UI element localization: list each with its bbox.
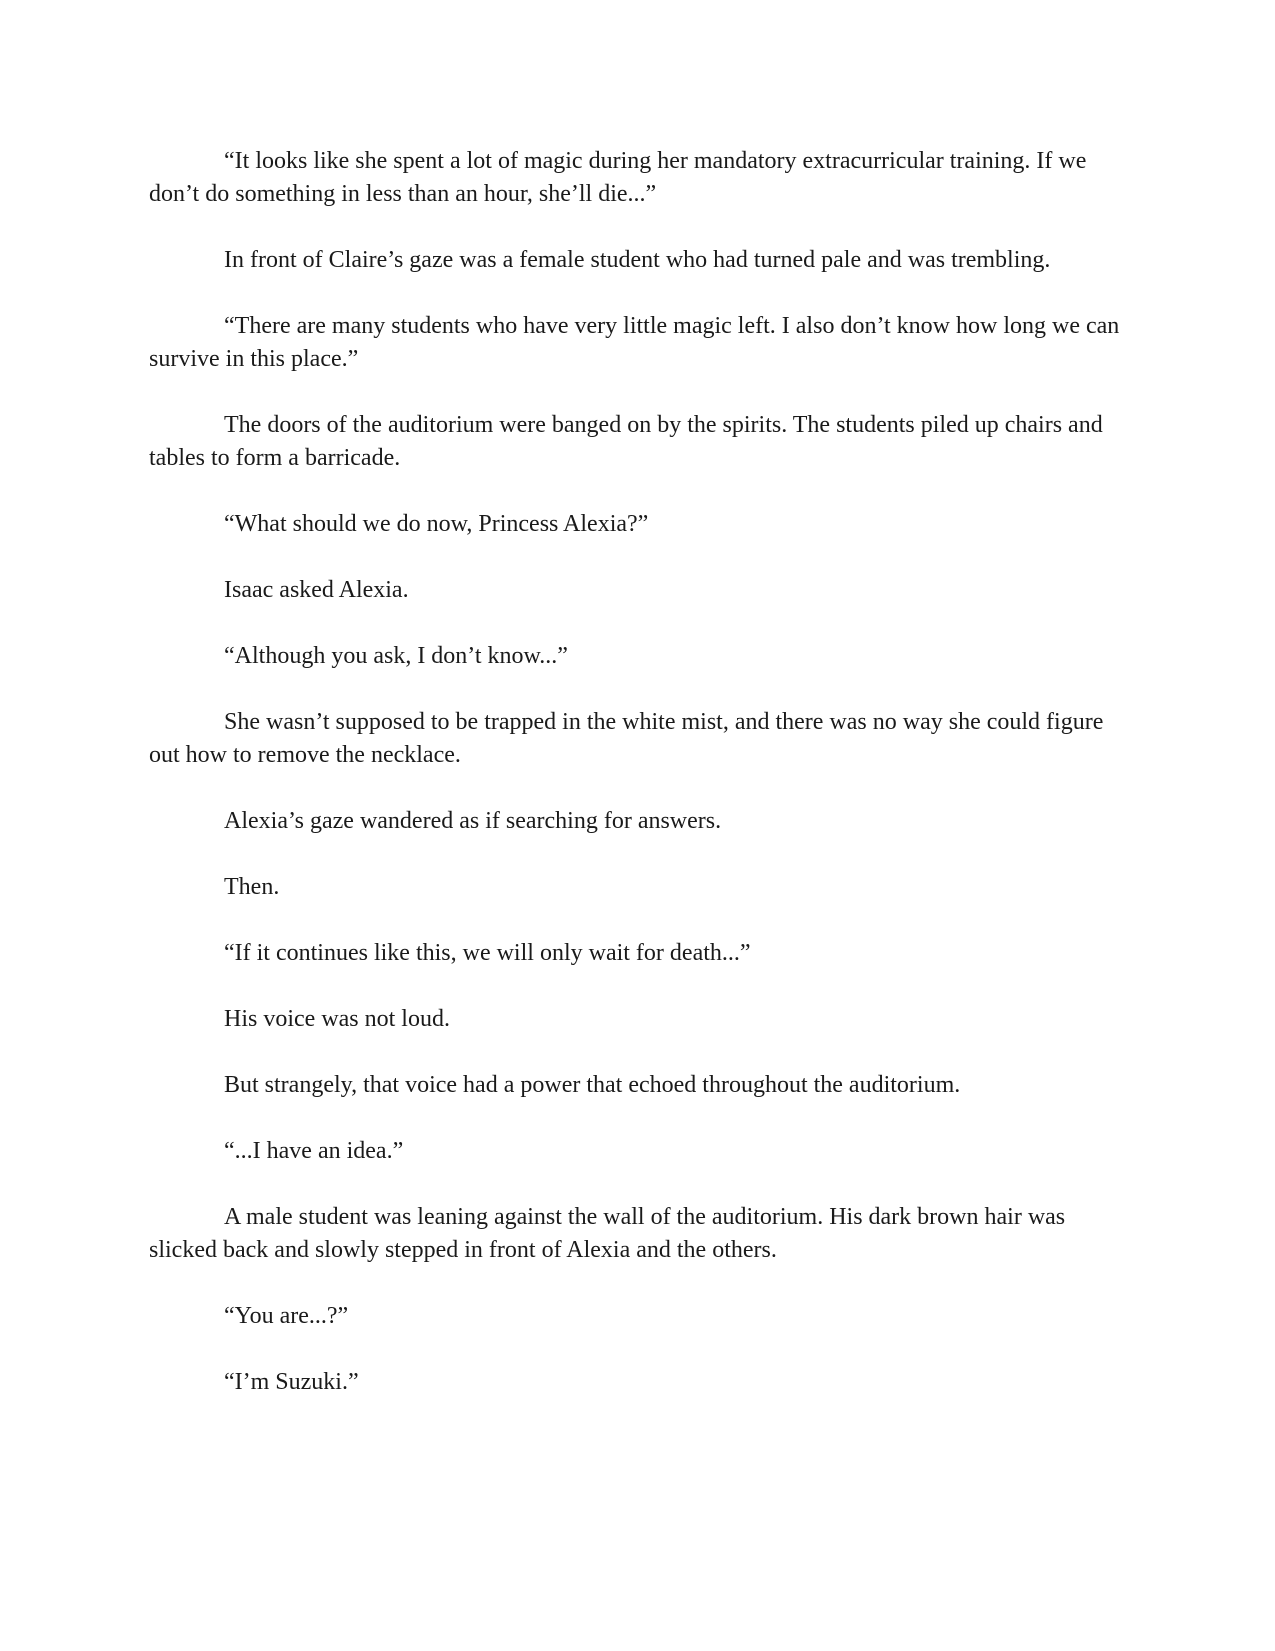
paragraph: “I’m Suzuki.” <box>224 1369 359 1395</box>
document-body <box>149 145 1129 1432</box>
paragraph: Isaac asked Alexia. <box>224 577 409 603</box>
paragraph: Then. <box>224 874 280 900</box>
paragraph: “There are many students who have very little magic left. I also don’t know how long we can survive in this place.” <box>149 313 1120 372</box>
paragraph: “You are...?” <box>224 1303 349 1329</box>
paragraph: A male student was leaning against the wall of the auditorium. His dark brown hair was slicked back and slowly stepped in front of Alexia and the others. <box>149 1204 1066 1263</box>
paragraph: Alexia’s gaze wandered as if searching for answers. <box>224 808 722 834</box>
paragraph: The doors of the auditorium were banged on by the spirits. The students piled up chairs and tables to form a barricade. <box>149 412 1103 471</box>
paragraph: “If it continues like this, we will only wait for death...” <box>224 940 751 966</box>
paragraph: His voice was not loud. <box>224 1006 450 1032</box>
paragraph: “Although you ask, I don’t know...” <box>224 643 568 669</box>
paragraph: “What should we do now, Princess Alexia?” <box>224 511 649 537</box>
paragraph: “It looks like she spent a lot of magic during her mandatory extracurricular training. If we don’t do something in less than an hour, she’ll die...” <box>149 148 1087 207</box>
paragraph: “...I have an idea.” <box>224 1138 404 1164</box>
paragraph: In front of Claire’s gaze was a female student who had turned pale and was trembling. <box>224 247 1051 273</box>
paragraph: But strangely, that voice had a power that echoed throughout the auditorium. <box>224 1072 961 1098</box>
paragraph: She wasn’t supposed to be trapped in the white mist, and there was no way she could figure out how to remove the necklace. <box>149 709 1104 768</box>
